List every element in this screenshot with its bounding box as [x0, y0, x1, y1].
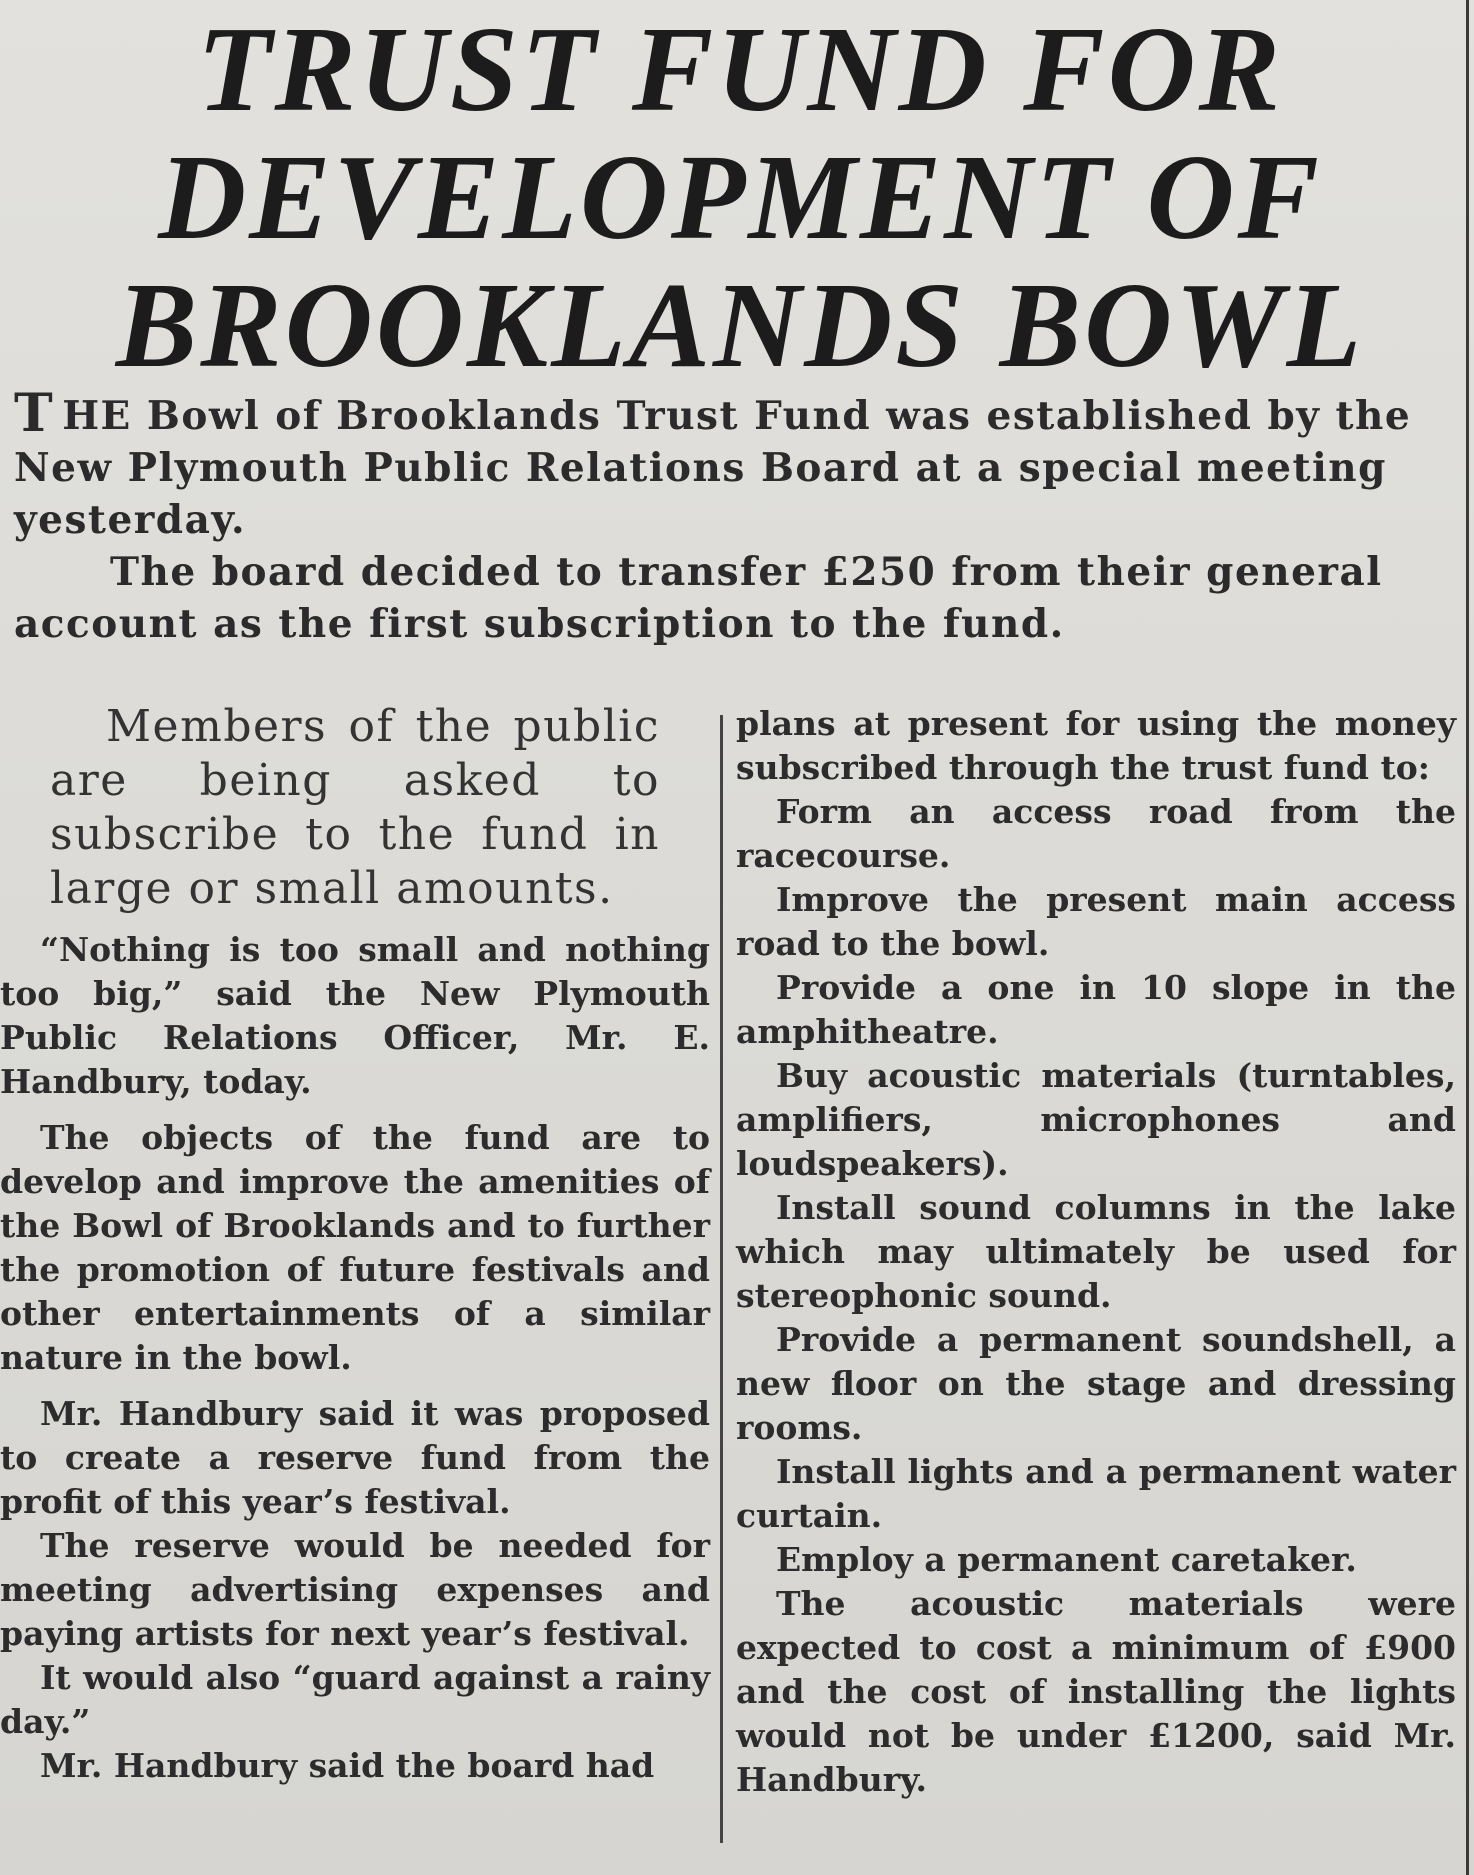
right-paragraph: Install lights and a permanent water curtain.	[736, 1452, 1456, 1535]
left-paragraph: It would also “guard against a rainy day.”	[0, 1658, 710, 1741]
headline-line-3: BROOKLANDS BOWL	[115, 258, 1365, 393]
right-paragraph: The acoustic materials were expected to cost a minimum of £900 and the cost of installing the lights would not be under £1200, said Mr. Handbury.	[736, 1584, 1456, 1799]
headline-line-2: DEVELOPMENT OF	[158, 130, 1322, 265]
right-paragraph: plans at present for using the money subscribed through the trust fund to:	[736, 704, 1456, 787]
right-paragraph: Provide a permanent soundshell, a new floor on the stage and dressing rooms.	[736, 1320, 1456, 1447]
lead-paragraphs	[14, 383, 1440, 650]
right-paragraph: Employ a permanent caretaker.	[776, 1540, 1357, 1579]
left-paragraph: “Nothing is too small and nothing too big,” said the New Plymouth Public Relations Officer, Mr. E. Handbury, today.	[0, 930, 710, 1101]
left-paragraph: Mr. Handbury said it was proposed to create a reserve fund from the profit of this year’s festival.	[0, 1394, 710, 1521]
column-divider	[720, 715, 723, 1843]
right-paragraph: Improve the present main access road to the bowl.	[736, 880, 1456, 963]
drop-cap: T	[14, 383, 55, 444]
left-paragraph: The reserve would be needed for meeting advertising expenses and paying artists for next year’s festival.	[0, 1526, 710, 1653]
lead-paragraph-2: The board decided to transfer £250 from their general account as the first subscription to the fund.	[14, 549, 1383, 647]
page-edge-rule	[1466, 0, 1469, 1875]
right-column	[736, 702, 1456, 1802]
right-paragraph: Provide a one in 10 slope in the amphitheatre.	[736, 968, 1456, 1051]
headline	[40, 2, 1440, 393]
lead-paragraph-1	[14, 383, 1440, 546]
headline-line-1: TRUST FUND FOR	[197, 2, 1283, 137]
left-paragraph: Mr. Handbury said the board had	[40, 1746, 655, 1785]
lead-paragraph-1-text: HE Bowl of Brooklands Trust Fund was established by the New Plymouth Public Relations Board at a special meeting yesterday.	[14, 393, 1412, 543]
right-paragraph: Install sound columns in the lake which may ultimately be used for stereophonic sound.	[736, 1188, 1456, 1315]
left-paragraph: The objects of the fund are to develop and improve the amenities of the Bowl of Brooklands and to further the promotion of future festivals and other entertainments of a similar nature in the bowl.	[0, 1118, 710, 1377]
right-paragraph: Buy acoustic materials (turntables, amplifiers, microphones and loudspeakers).	[736, 1056, 1456, 1183]
right-paragraph: Form an access road from the racecourse.	[736, 792, 1456, 875]
left-intro: Members of the public are being asked to subscribe to the fund in large or small amounts.	[50, 701, 660, 914]
left-column	[0, 700, 710, 1788]
